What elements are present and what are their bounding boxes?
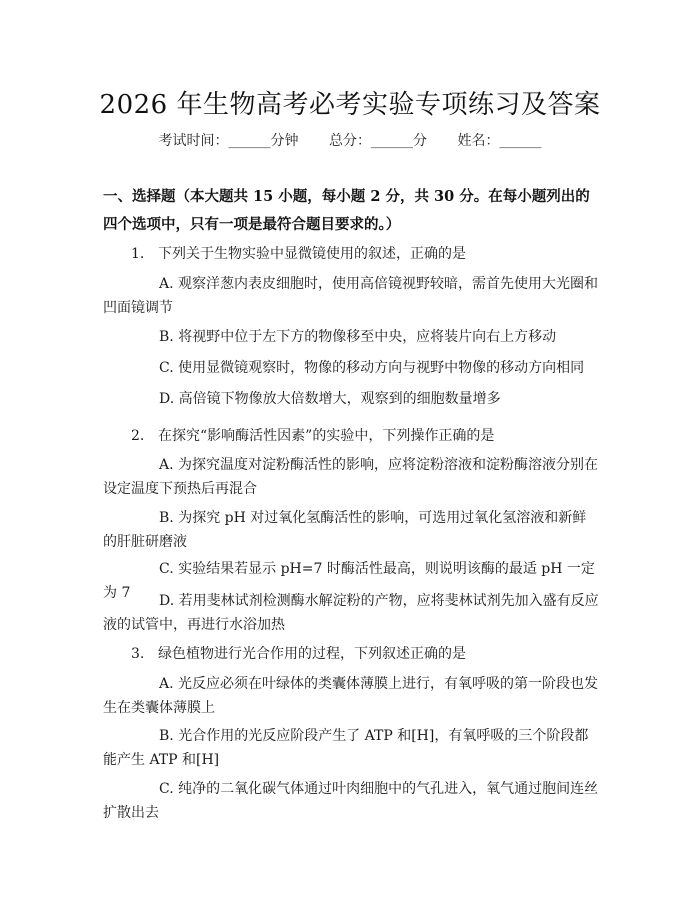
question-3-option-b: B. 光合作用的光反应阶段产生了 ATP 和[H]，有氧呼吸的三个阶段都能产生 ATP 和[H] (103, 728, 589, 768)
question-3-number: 3. (131, 646, 145, 662)
question-3-option-c: C. 纯净的二氧化碳气体通过叶肉细胞中的气孔进入，氧气通过胞间连丝扩散出去 (103, 781, 599, 821)
question-1-text: 下列关于生物实验中显微镜使用的叙述，正确的是 (158, 246, 466, 262)
exam-meta (0, 130, 700, 150)
question-1-number: 1. (131, 246, 145, 262)
question-2-option-d: D. 若用斐林试剂检测酶水解淀粉的产物，应将斐林试剂先加入盛有反应液的试管中，再进行水浴加热 (103, 593, 599, 633)
question-2-option-c: C. 实验结果若显示 pH=7 时酶活性最高，则说明该酶的最适 pH 一定为 7 (103, 561, 595, 601)
question-1-option-b: B. 将视野中位于左下方的物像移至中央，应将装片向右上方移动 (159, 329, 557, 345)
exam-time-field: 考试时间：______分钟 (158, 133, 299, 149)
question-2-stem (131, 425, 494, 445)
question-2-text: 在探究“影响酶活性因素”的实验中，下列操作正确的是 (158, 428, 495, 444)
question-1-stem (131, 243, 466, 263)
total-score-field: 总分：______分 (329, 133, 427, 149)
question-2-option-b: B. 为探究 pH 对过氧化氢酶活性的影响，可选用过氧化氢溶液和新鲜的肝脏研磨液 (103, 510, 587, 550)
section-heading: 一、选择题（本大题共 15 小题，每小题 2 分，共 30 分。在每小题列出的四个选项中，只有一项是最符合题目要求的。） (103, 188, 590, 233)
question-3-option-a: A. 光反应必须在叶绿体的类囊体薄膜上进行，有氧呼吸的第一阶段也发生在类囊体薄膜上 (103, 676, 599, 716)
question-2-option-a: A. 为探究温度对淀粉酶活性的影响，应将淀粉溶液和淀粉酶溶液分别在设定温度下预热后再混合 (103, 457, 599, 497)
question-1-option-c: C. 使用显微镜观察时，物像的移动方向与视野中物像的移动方向相同 (159, 360, 585, 376)
question-1-option-a: A. 观察洋葱内表皮细胞时，使用高倍镜视野较暗，需首先使用大光圈和凹面镜调节 (103, 276, 599, 316)
question-1-option-d: D. 高倍镜下物像放大倍数增大，观察到的细胞数量增多 (159, 391, 501, 407)
question-3-stem (131, 643, 466, 663)
student-name-field: 姓名：______ (457, 133, 542, 149)
question-2-number: 2. (131, 428, 145, 444)
question-3-text: 绿色植物进行光合作用的过程，下列叙述正确的是 (158, 646, 466, 662)
page-title: 2026 年生物高考必考实验专项练习及答案 (99, 90, 601, 120)
